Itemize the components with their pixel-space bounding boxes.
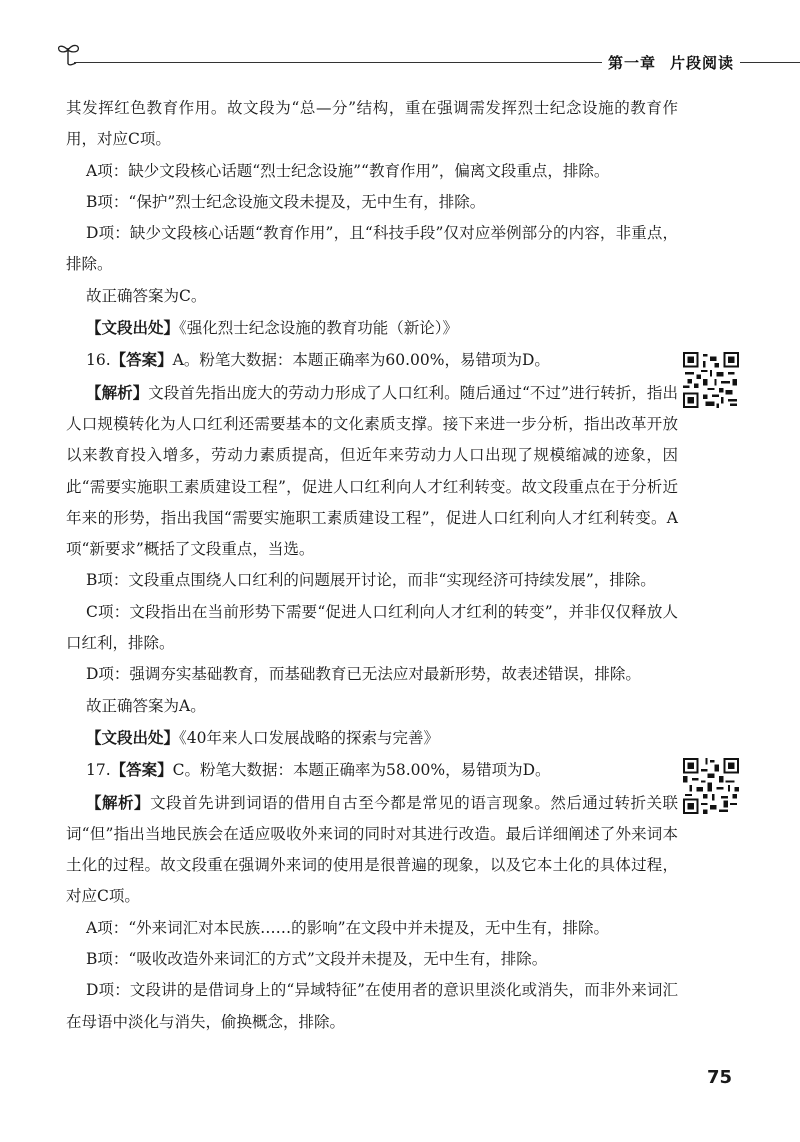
answer-line-17	[66, 754, 678, 786]
section-label: 片段阅读	[669, 54, 734, 72]
paragraph: B项：文段重点围绕人口红利的问题展开讨论，而非“实现经济可持续发展”，排除。	[86, 571, 656, 590]
paragraph: 其发挥红色教育作用。故文段为“总—分”结构，重在强调需发挥烈士纪念设施的教育作用，对应C项。	[66, 99, 678, 149]
page-header	[56, 40, 800, 80]
page-number: 75	[706, 1067, 732, 1088]
analysis-text: 文段首先指出庞大的劳动力形成了人口红利。随后通过“不过”进行转折，指出人口规模转化为人口红利还需要基本的文化素质支撑。接下来进一步分析，指出改革开放以来教育投入增多，劳动力素质提高，但近年来劳动力人口出现了规模缩减的迹象，因此“需要实施职工素质建设工程”，促进人口红利向人才红利转变。故文段重点在于分析近年来的形势，指出我国“需要实施职工素质建设工程”，促进人口红利向人才红利转变。A项“新要求”概括了文段重点，当选。	[66, 383, 678, 559]
page-body	[66, 93, 678, 1038]
answer-line-16	[66, 344, 678, 376]
paragraph: B项：“吸收改造外来词汇的方式”文段并未提及，无中生有，排除。	[86, 950, 548, 969]
source-label: 【文段出处】	[86, 727, 180, 747]
qr-code-icon[interactable]	[683, 758, 739, 814]
chapter-label: 第一章	[607, 54, 656, 72]
analysis-label: 【解析】	[86, 792, 151, 812]
analysis-17	[66, 787, 678, 913]
question-number: 16.	[86, 351, 111, 370]
paragraph: B项：“保护”烈士纪念设施文段未提及，无中生有，排除。	[86, 192, 486, 211]
paragraph: D项：强调夯实基础教育，而基础教育已无法应对最新形势，故表述错误，排除。	[86, 665, 641, 684]
analysis-16	[66, 377, 678, 566]
paragraph: C项：文段指出在当前形势下需要“促进人口红利向人才红利的转变”，并非仅仅释放人口红利，排除。	[66, 602, 678, 653]
paragraph: 故正确答案为A。	[86, 696, 206, 715]
answer-text: C。粉笔大数据：本题正确率为58.00%，易错项为D。	[172, 761, 551, 780]
analysis-text: 文段首先讲到词语的借用自古至今都是常见的语言现象。然后通过转折关联词“但”指出当地民族会在适应吸收外来词的同时对其进行改造。最后详细阐述了外来词本土化的过程。故文段重在强调外来词的使用是很普遍的现象，以及它本土化的具体过程，对应C项。	[66, 793, 678, 906]
paragraph: A项：“外来词汇对本民族……的影响”在文段中并未提及，无中生有，排除。	[86, 918, 610, 937]
chapter-title	[602, 52, 740, 73]
answer-label: 【答案】	[110, 350, 173, 370]
answer-label: 【答案】	[110, 760, 173, 780]
sprout-icon	[56, 40, 82, 68]
qr-code-icon[interactable]	[683, 352, 739, 408]
source-line	[66, 722, 678, 754]
paragraph: 故正确答案为C。	[86, 286, 207, 305]
answer-text: A。粉笔大数据：本题正确率为60.00%，易错项为D。	[172, 351, 550, 370]
source-label: 【文段出处】	[86, 318, 180, 338]
source-title: 《40年来人口发展战略的探索与完善》	[179, 728, 439, 747]
analysis-label: 【解析】	[86, 382, 149, 402]
paragraph: D项：文段讲的是借词身上的“异域特征”在使用者的意识里淡化或消失，而非外来词汇在母语中淡化与消失，偷换概念，排除。	[66, 981, 678, 1031]
source-title: 《强化烈士纪念设施的教育功能（新论）》	[179, 319, 459, 338]
question-number: 17.	[86, 761, 111, 780]
paragraph: A项：缺少文段核心话题“烈士纪念设施”“教育作用”，偏离文段重点，排除。	[86, 161, 610, 180]
paragraph: D项：缺少文段核心话题“教育作用”，且“科技手段”仅对应举例部分的内容，非重点，排除。	[66, 224, 678, 274]
source-line	[66, 312, 678, 344]
